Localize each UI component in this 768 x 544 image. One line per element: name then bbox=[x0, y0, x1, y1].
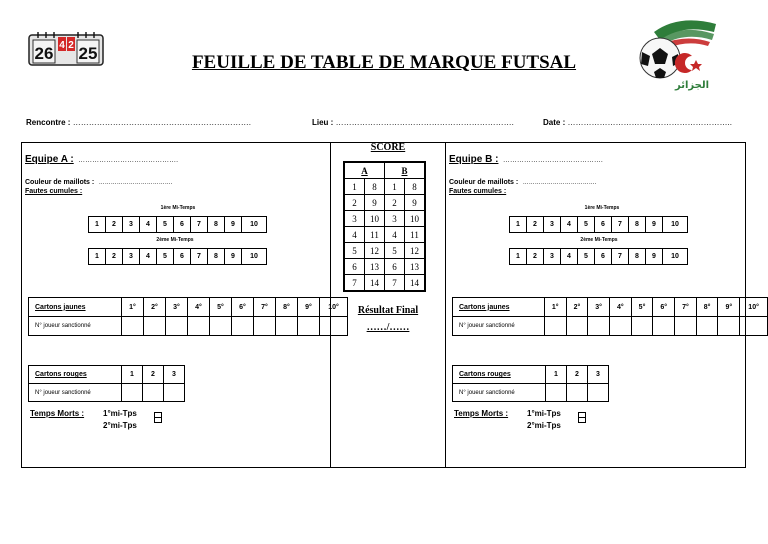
score-cell[interactable]: 11 bbox=[405, 227, 426, 243]
temps-morts-first-label: 1°mi-Tps bbox=[527, 409, 561, 418]
player-sanctioned-label: N° joueur sanctionné bbox=[453, 317, 545, 336]
foul-cell[interactable]: 3 bbox=[123, 217, 140, 233]
yellow-card-col: 7° bbox=[675, 298, 697, 317]
score-cell[interactable]: 14 bbox=[405, 275, 426, 292]
yellow-card-cell[interactable] bbox=[544, 317, 566, 336]
score-cell[interactable]: 2 bbox=[385, 195, 405, 211]
foul-cell[interactable]: 2 bbox=[527, 249, 544, 265]
score-cell[interactable]: 8 bbox=[365, 179, 385, 195]
scoreboard-mid-digit-2: 2 bbox=[68, 40, 74, 51]
team-b-couleur-label: Couleur de maillots : bbox=[449, 179, 519, 186]
yellow-card-cell[interactable] bbox=[740, 317, 768, 336]
team-a-couleur-label: Couleur de maillots : bbox=[25, 179, 95, 186]
team-b-label: Equipe B : bbox=[449, 154, 499, 165]
player-sanctioned-label: N° joueur sanctionné bbox=[29, 317, 122, 336]
yellow-card-cell[interactable] bbox=[566, 317, 588, 336]
score-row bbox=[344, 195, 425, 211]
foul-cell[interactable]: 3 bbox=[544, 217, 561, 233]
team-a-name-value[interactable]: ……………………………………. bbox=[78, 157, 179, 164]
team-a-fautes-label: Fautes cumules : bbox=[25, 188, 83, 195]
yellow-card-col: 3° bbox=[166, 298, 188, 317]
temps-morts-second-label: 2°mi-Tps bbox=[103, 421, 137, 430]
lieu-label: Lieu : bbox=[312, 118, 334, 127]
red-card-cell[interactable] bbox=[122, 384, 143, 402]
team-a-cartons-rouges-table bbox=[28, 365, 185, 402]
foul-cell[interactable]: 7 bbox=[612, 217, 629, 233]
score-cell[interactable]: 7 bbox=[344, 275, 365, 292]
foul-cell[interactable]: 2 bbox=[527, 217, 544, 233]
yellow-card-col: 1° bbox=[544, 298, 566, 317]
yellow-card-cell[interactable] bbox=[718, 317, 740, 336]
foul-cell[interactable]: 8 bbox=[629, 217, 646, 233]
date-label: Date : bbox=[543, 118, 566, 127]
yellow-card-col: 7° bbox=[254, 298, 276, 317]
yellow-card-cell[interactable] bbox=[188, 317, 210, 336]
team-a-mt1-label: 1ère Mi-Temps bbox=[160, 205, 196, 211]
rencontre-label: Rencontre : bbox=[26, 118, 71, 127]
foul-cell[interactable]: 8 bbox=[208, 249, 225, 265]
score-cell[interactable]: 9 bbox=[405, 195, 426, 211]
foul-cell[interactable]: 9 bbox=[225, 249, 242, 265]
result-final-value[interactable]: ……/…… bbox=[366, 322, 410, 333]
team-b-mt2-label: 2ème Mi-Temps bbox=[580, 237, 618, 243]
score-title: SCORE bbox=[370, 142, 406, 153]
yellow-card-cell[interactable] bbox=[675, 317, 697, 336]
temps-morts-label: Temps Morts : bbox=[30, 409, 85, 418]
score-cell[interactable]: 13 bbox=[365, 259, 385, 275]
lieu-value[interactable]: …………………………………………………………. bbox=[335, 118, 514, 127]
foul-cell[interactable]: 4 bbox=[140, 217, 157, 233]
scoreboard-left-digits: 26 bbox=[34, 44, 54, 63]
cartons-rouges-label: Cartons rouges bbox=[453, 366, 546, 384]
yellow-card-cell[interactable] bbox=[298, 317, 320, 336]
result-final-label: Résultat Final bbox=[357, 305, 419, 316]
foul-cell[interactable]: 10 bbox=[242, 249, 267, 265]
player-sanctioned-label: N° joueur sanctionné bbox=[29, 384, 122, 402]
red-card-col: 2 bbox=[143, 366, 164, 384]
score-cell[interactable]: 1 bbox=[385, 179, 405, 195]
scoreboard-right-digits: 25 bbox=[78, 44, 98, 63]
score-cell[interactable]: 3 bbox=[344, 211, 365, 227]
score-row bbox=[344, 243, 425, 259]
yellow-card-cell[interactable] bbox=[696, 317, 718, 336]
red-card-col: 2 bbox=[567, 366, 588, 384]
temps-morts-first-label: 1°mi-Tps bbox=[103, 409, 137, 418]
score-table bbox=[343, 161, 426, 292]
team-b-cartons-jaunes-table bbox=[452, 297, 768, 336]
foul-cell[interactable]: 9 bbox=[646, 249, 663, 265]
red-card-col: 3 bbox=[164, 366, 185, 384]
score-cell[interactable]: 7 bbox=[385, 275, 405, 292]
team-a-cartons-jaunes-table bbox=[28, 297, 348, 336]
yellow-card-col: 6° bbox=[653, 298, 675, 317]
score-row bbox=[344, 259, 425, 275]
foul-cell[interactable]: 4 bbox=[561, 249, 578, 265]
foul-cell[interactable]: 1 bbox=[89, 249, 106, 265]
red-card-col: 3 bbox=[588, 366, 609, 384]
yellow-card-cell[interactable] bbox=[631, 317, 653, 336]
cartons-rouges-label: Cartons rouges bbox=[29, 366, 122, 384]
foul-cell[interactable]: 1 bbox=[510, 217, 527, 233]
team-a-fouls-mt1 bbox=[88, 216, 267, 233]
team-b-name-field[interactable] bbox=[449, 149, 603, 167]
team-b-name-value[interactable]: ……………………………………. bbox=[502, 157, 603, 164]
score-cell[interactable]: 2 bbox=[344, 195, 365, 211]
yellow-card-col: 5° bbox=[631, 298, 653, 317]
foul-cell[interactable]: 2 bbox=[106, 217, 123, 233]
team-a-name-field[interactable] bbox=[25, 149, 178, 167]
federation-logo-text: الجزائر bbox=[674, 80, 710, 91]
foul-cell[interactable]: 6 bbox=[595, 217, 612, 233]
player-sanctioned-label: N° joueur sanctionné bbox=[453, 384, 546, 402]
scoreboard-mid-digit-1: 4 bbox=[59, 40, 65, 51]
team-b-fautes-label: Fautes cumules : bbox=[449, 188, 507, 195]
team-b-timeout-checkbox[interactable] bbox=[578, 412, 586, 423]
red-card-col: 1 bbox=[122, 366, 143, 384]
yellow-card-cell[interactable] bbox=[276, 317, 298, 336]
yellow-card-col: 3° bbox=[588, 298, 610, 317]
yellow-card-cell[interactable] bbox=[609, 317, 631, 336]
foul-cell[interactable]: 1 bbox=[510, 249, 527, 265]
page-title: FEUILLE DE TABLE DE MARQUE FUTSAL bbox=[191, 52, 577, 73]
score-col-a: A bbox=[344, 162, 385, 179]
foul-cell[interactable]: 9 bbox=[225, 217, 242, 233]
foul-cell[interactable]: 4 bbox=[561, 217, 578, 233]
foul-cell[interactable]: 3 bbox=[544, 249, 561, 265]
red-card-cell[interactable] bbox=[164, 384, 185, 402]
score-cell[interactable]: 5 bbox=[385, 243, 405, 259]
score-col-b: B bbox=[385, 162, 426, 179]
foul-cell[interactable]: 4 bbox=[140, 249, 157, 265]
temps-morts-label: Temps Morts : bbox=[454, 409, 509, 418]
yellow-card-col: 4° bbox=[609, 298, 631, 317]
yellow-card-cell[interactable] bbox=[653, 317, 675, 336]
foul-cell[interactable]: 7 bbox=[191, 249, 208, 265]
score-cell[interactable]: 12 bbox=[365, 243, 385, 259]
team-b-fouls-mt2 bbox=[509, 248, 688, 265]
team-b-couleur-field[interactable] bbox=[449, 171, 596, 189]
foul-cell[interactable]: 7 bbox=[191, 217, 208, 233]
yellow-card-col: 2° bbox=[566, 298, 588, 317]
team-b-couleur-value[interactable]: ………………………………. bbox=[522, 180, 597, 186]
score-cell[interactable]: 10 bbox=[365, 211, 385, 227]
yellow-card-cell[interactable] bbox=[232, 317, 254, 336]
red-card-cell[interactable] bbox=[588, 384, 609, 402]
cartons-jaunes-label: Cartons jaunes bbox=[29, 298, 122, 317]
yellow-card-col: 4° bbox=[188, 298, 210, 317]
foul-cell[interactable]: 3 bbox=[123, 249, 140, 265]
team-b-temps-morts bbox=[454, 409, 508, 418]
yellow-card-cell[interactable] bbox=[166, 317, 188, 336]
score-cell[interactable]: 14 bbox=[365, 275, 385, 292]
temps-morts-second-label: 2°mi-Tps bbox=[527, 421, 561, 430]
team-a-couleur-value[interactable]: ………………………………. bbox=[98, 180, 173, 186]
foul-cell[interactable]: 6 bbox=[595, 249, 612, 265]
score-cell[interactable]: 12 bbox=[405, 243, 426, 259]
yellow-card-cell[interactable] bbox=[210, 317, 232, 336]
red-card-cell[interactable] bbox=[546, 384, 567, 402]
score-cell[interactable]: 10 bbox=[405, 211, 426, 227]
score-row bbox=[344, 211, 425, 227]
yellow-card-col: 1° bbox=[122, 298, 144, 317]
red-card-cell[interactable] bbox=[567, 384, 588, 402]
score-cell[interactable]: 11 bbox=[365, 227, 385, 243]
foul-cell[interactable]: 6 bbox=[174, 217, 191, 233]
score-row bbox=[344, 179, 425, 195]
date-field[interactable] bbox=[543, 118, 732, 127]
team-a-fouls-mt2 bbox=[88, 248, 267, 265]
score-cell[interactable]: 3 bbox=[385, 211, 405, 227]
score-cell[interactable]: 9 bbox=[365, 195, 385, 211]
team-b-mt1-label: 1ère Mi-Temps bbox=[584, 205, 620, 211]
score-cell[interactable]: 13 bbox=[405, 259, 426, 275]
foul-cell[interactable]: 5 bbox=[157, 217, 174, 233]
yellow-card-col: 9° bbox=[718, 298, 740, 317]
yellow-card-cell[interactable] bbox=[122, 317, 144, 336]
score-cell[interactable]: 5 bbox=[344, 243, 365, 259]
yellow-card-col: 2° bbox=[144, 298, 166, 317]
foul-cell[interactable]: 5 bbox=[578, 249, 595, 265]
red-card-col: 1 bbox=[546, 366, 567, 384]
foul-cell[interactable]: 6 bbox=[174, 249, 191, 265]
yellow-card-col: 9° bbox=[298, 298, 320, 317]
foul-cell[interactable]: 8 bbox=[629, 249, 646, 265]
yellow-card-col: 5° bbox=[210, 298, 232, 317]
score-row bbox=[344, 275, 425, 292]
team-b-cartons-rouges-table bbox=[452, 365, 609, 402]
foul-cell[interactable]: 5 bbox=[157, 249, 174, 265]
team-a-timeout-checkbox[interactable] bbox=[154, 412, 162, 423]
yellow-card-col: 8° bbox=[276, 298, 298, 317]
team-a-temps-morts bbox=[30, 409, 84, 418]
yellow-card-col: 6° bbox=[232, 298, 254, 317]
rencontre-value[interactable]: …………………………………………………………. bbox=[72, 118, 251, 127]
team-a-couleur-field[interactable] bbox=[25, 171, 172, 189]
score-row bbox=[344, 227, 425, 243]
team-a-label: Equipe A : bbox=[25, 154, 74, 165]
foul-cell[interactable]: 2 bbox=[106, 249, 123, 265]
foul-cell[interactable]: 7 bbox=[612, 249, 629, 265]
foul-cell[interactable]: 9 bbox=[646, 217, 663, 233]
red-card-cell[interactable] bbox=[143, 384, 164, 402]
yellow-card-col: 8° bbox=[696, 298, 718, 317]
foul-cell[interactable]: 8 bbox=[208, 217, 225, 233]
cartons-jaunes-label: Cartons jaunes bbox=[453, 298, 545, 317]
yellow-card-cell[interactable] bbox=[588, 317, 610, 336]
foul-cell[interactable]: 10 bbox=[242, 217, 267, 233]
team-a-mt2-label: 2ème Mi-Temps bbox=[156, 237, 194, 243]
team-b-fouls-mt1 bbox=[509, 216, 688, 233]
yellow-card-col: 10° bbox=[320, 298, 348, 317]
foul-cell[interactable]: 10 bbox=[663, 217, 688, 233]
rencontre-field[interactable] bbox=[26, 118, 251, 127]
score-cell[interactable]: 4 bbox=[385, 227, 405, 243]
score-cell[interactable]: 8 bbox=[405, 179, 426, 195]
yellow-card-cell[interactable] bbox=[254, 317, 276, 336]
yellow-card-col: 10° bbox=[740, 298, 768, 317]
foul-cell[interactable]: 10 bbox=[663, 249, 688, 265]
date-value[interactable]: …………………………………………………….. bbox=[567, 118, 732, 127]
lieu-field[interactable] bbox=[312, 118, 514, 127]
score-cell[interactable]: 6 bbox=[344, 259, 365, 275]
score-cell[interactable]: 1 bbox=[344, 179, 365, 195]
foul-cell[interactable]: 5 bbox=[578, 217, 595, 233]
score-cell[interactable]: 4 bbox=[344, 227, 365, 243]
divider-right bbox=[445, 142, 446, 468]
score-cell[interactable]: 6 bbox=[385, 259, 405, 275]
foul-cell[interactable]: 1 bbox=[89, 217, 106, 233]
yellow-card-cell[interactable] bbox=[144, 317, 166, 336]
